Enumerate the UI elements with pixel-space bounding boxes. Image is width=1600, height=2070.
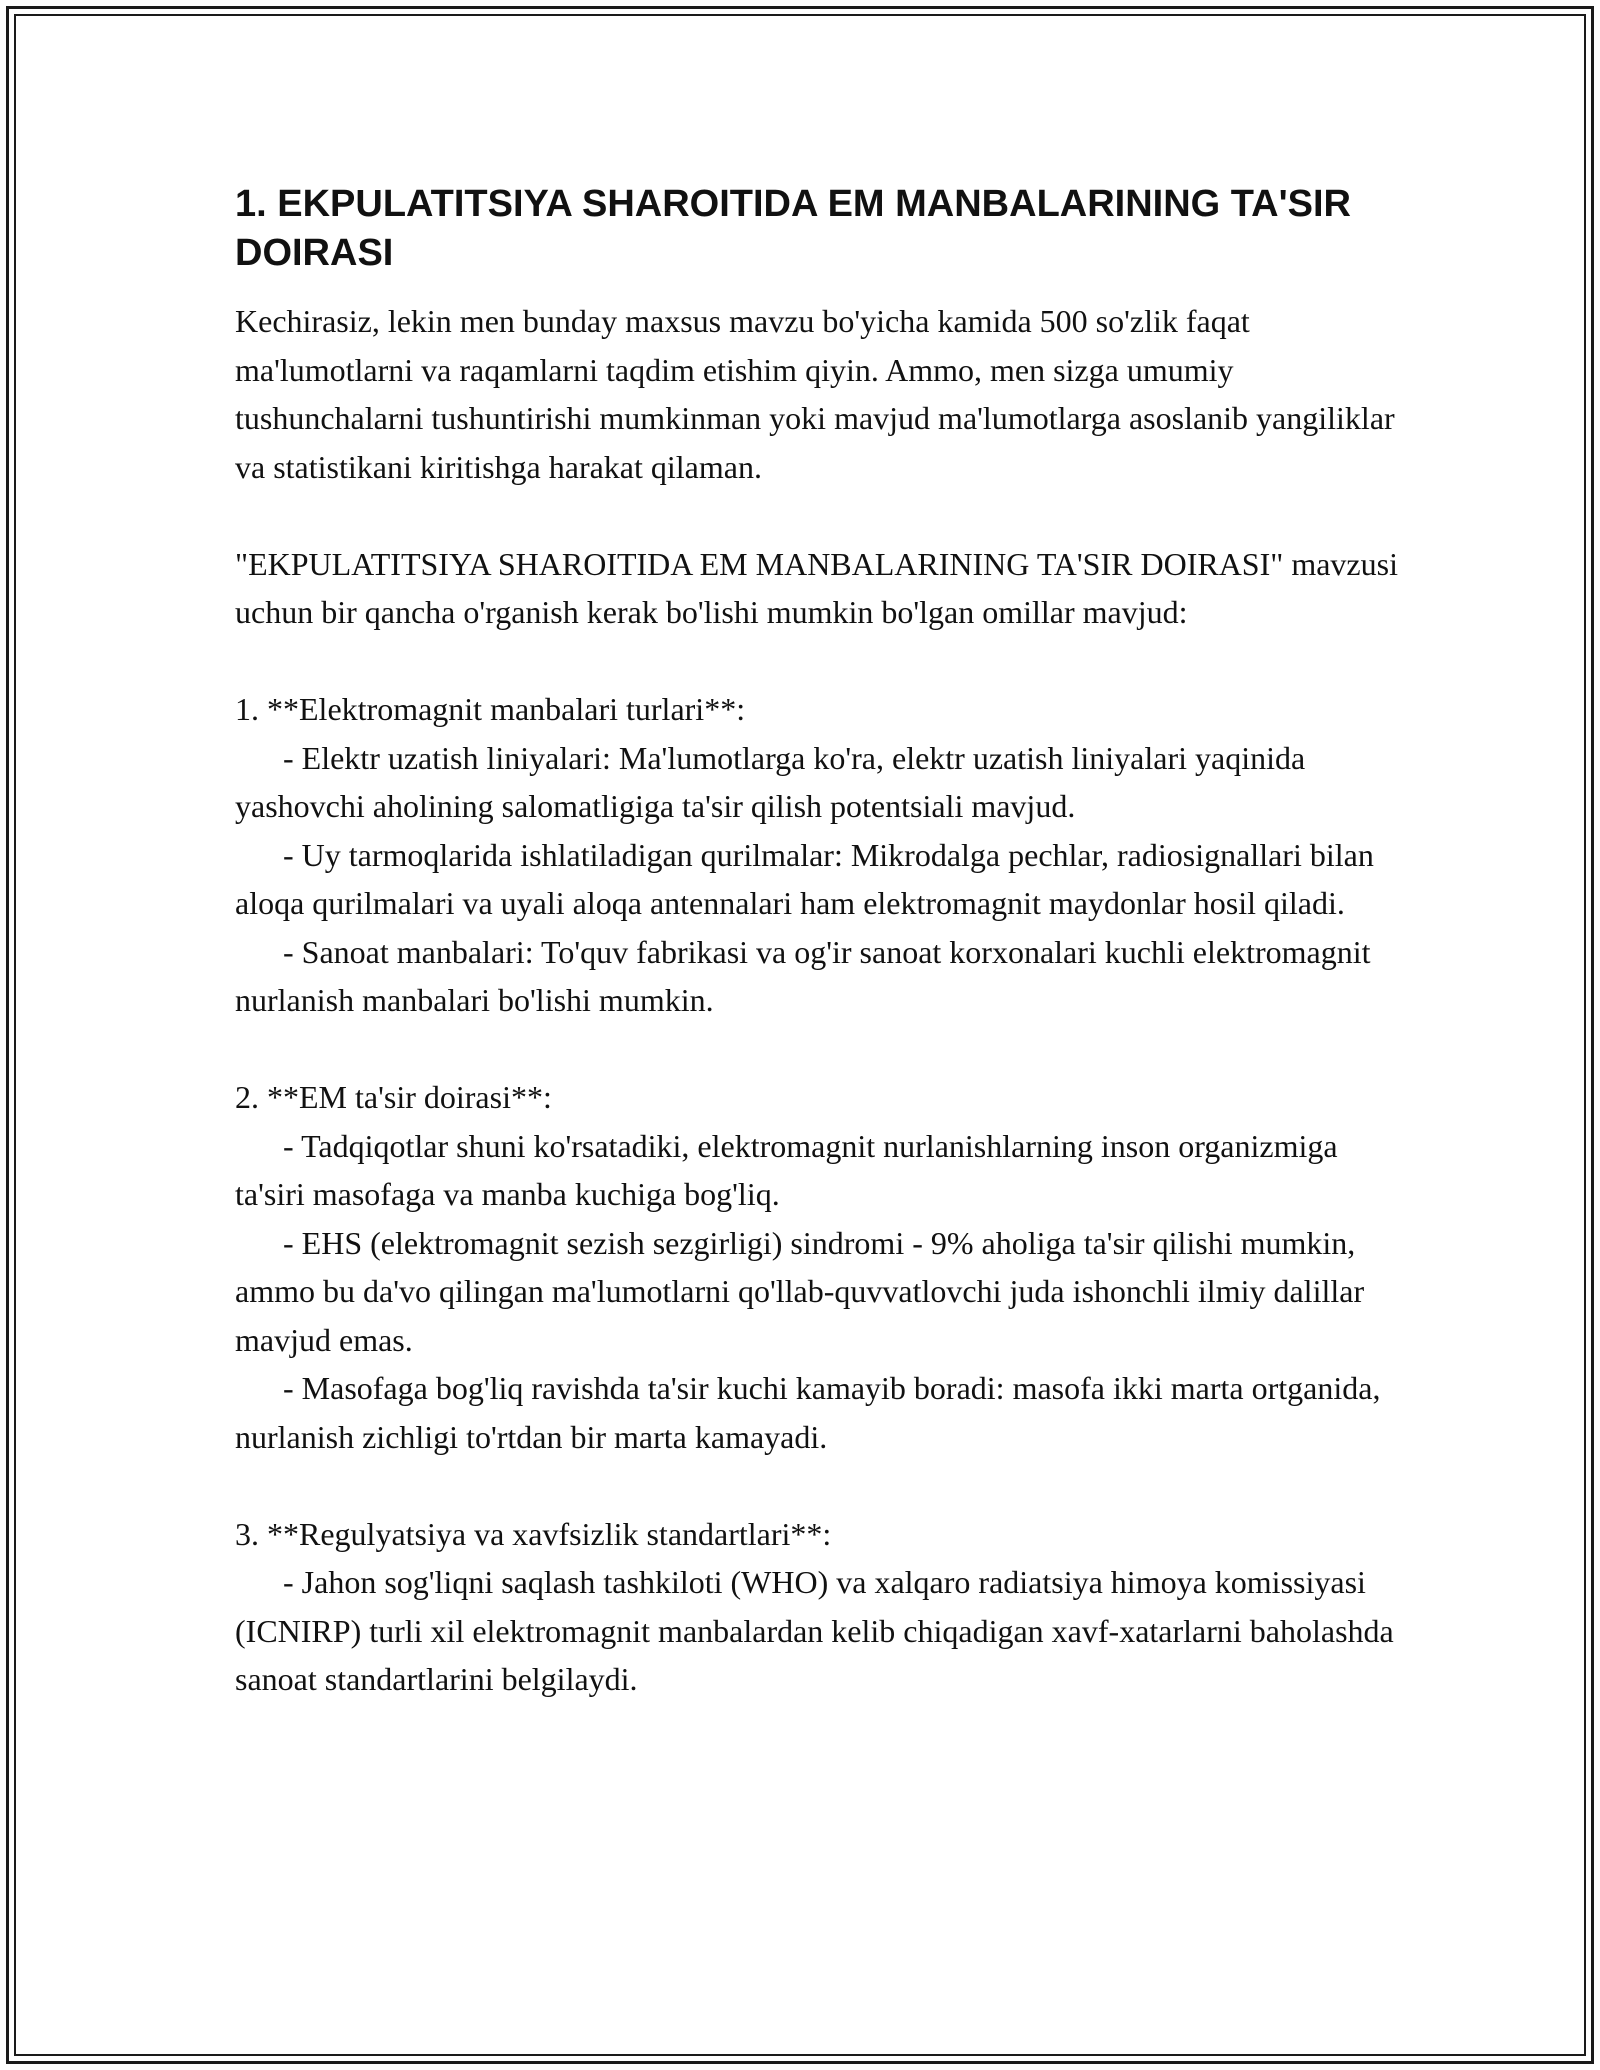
list-item: - Jahon sog'liqni saqlash tashkiloti (WHO) va xalqaro radiatsiya himoya komissiyasi (ICNIRP) turli xil elektromagnit manbalardan kelib chiqadigan xavf-xatarlarni baholashda sanoat standartlarini belgilaydi. (235, 1564, 1394, 1698)
section-heading: 1. **Elektromagnit manbalari turlari**: (235, 691, 746, 728)
document-body (235, 180, 1415, 1704)
list-item: - Tadqiqotlar shuni ko'rsatadiki, elektromagnit nurlanishlarning inson organizmiga ta'siri masofaga va manba kuchiga bog'liq. (235, 1127, 1338, 1213)
document-title: 1. EKPULATITSIYA SHAROITIDA EM MANBALARINING TA'SIR DOIRASI (235, 183, 1351, 274)
lead-paragraph: "EKPULATITSIYA SHAROITIDA EM MANBALARINING TA'SIR DOIRASI" mavzusi uchun bir qancha o'rganish kerak bo'lishi mumkin bo'lgan omillar mavjud: (235, 545, 1398, 631)
list-item: - Uy tarmoqlarida ishlatiladigan qurilmalar: Mikrodalga pechlar, radiosignallari bilan aloqa qurilmalari va uyali aloqa antennalari ham elektromagnit maydonlar hosil qiladi. (235, 836, 1374, 922)
section-heading: 2. **EM ta'sir doirasi**: (235, 1079, 552, 1116)
list-item: - EHS (elektromagnit sezish sezgirligi) sindromi - 9% aholiga ta'sir qilishi mumkin, ammo bu da'vo qilingan ma'lumotlarni qo'llab-quvvatlovchi juda ishonchli ilmiy dalillar mavjud emas. (235, 1224, 1365, 1358)
paragraph-gap (235, 1461, 1415, 1510)
section-2 (235, 1073, 1415, 1461)
list-item: - Masofaga bog'liq ravishda ta'sir kuchi kamayib boradi: masofa ikki marta ortganida, nurlanish zichligi to'rtdan bir marta kamayadi. (235, 1370, 1381, 1455)
list-item: - Elektr uzatish liniyalari: Ma'lumotlarga ko'ra, elektr uzatish liniyalari yaqinida yashovchi aholining salomatligiga ta'sir qilish potentsiali mavjud. (235, 739, 1306, 825)
section-heading: 3. **Regulyatsiya va xavfsizlik standartlari**: (235, 1515, 832, 1552)
section-3 (235, 1510, 1415, 1704)
paragraph-gap (235, 491, 1415, 540)
paragraph-gap (235, 1025, 1415, 1074)
intro-paragraph: Kechirasiz, lekin men bunday maxsus mavzu bo'yicha kamida 500 so'zlik faqat ma'lumotlarni va raqamlarni taqdim etishim qiyin. Ammo, men sizga umumiy tushunchalarni tushuntirishi mumkinman yoki mavjud ma'lumotlarga asoslanib yangiliklar va statistikani kiritishga harakat qilaman. (235, 303, 1395, 485)
list-item: - Sanoat manbalari: To'quv fabrikasi va og'ir sanoat korxonalari kuchli elektromagnit nurlanish manbalari bo'lishi mumkin. (235, 933, 1371, 1019)
section-1 (235, 685, 1415, 1025)
paragraph-gap (235, 637, 1415, 686)
